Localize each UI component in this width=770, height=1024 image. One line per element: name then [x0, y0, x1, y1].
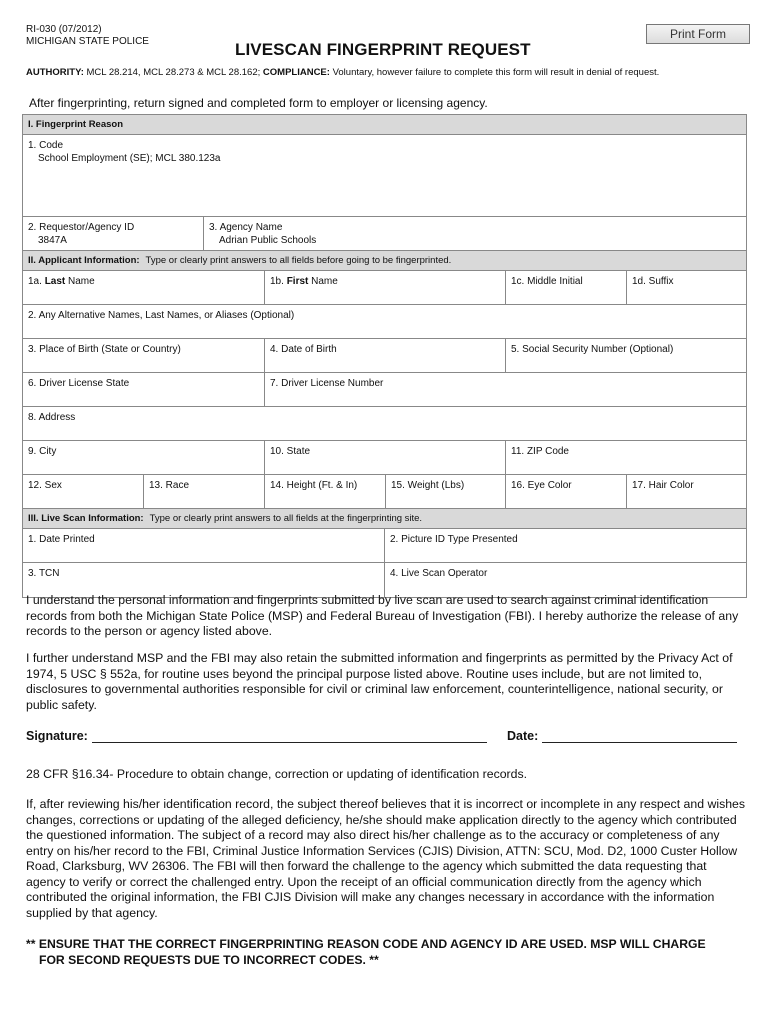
last-name-bold: Last	[44, 276, 66, 287]
authority-line	[26, 67, 659, 78]
code-field[interactable]	[23, 135, 746, 216]
authority-label: AUTHORITY:	[26, 67, 84, 78]
city-field[interactable]: 9. City	[23, 441, 265, 474]
sex-field[interactable]: 12. Sex	[23, 475, 144, 508]
last-name-prefix: 1a.	[28, 276, 45, 287]
compliance-label: COMPLIANCE:	[262, 67, 330, 78]
authority-text: MCL 28.214, MCL 28.273 & MCL 28.162;	[86, 67, 261, 78]
section-3-title: III. Live Scan Information:	[28, 513, 144, 524]
city-row	[23, 441, 746, 475]
section-1-header	[23, 115, 746, 135]
weight-field[interactable]: 15. Weight (Lbs)	[386, 475, 506, 508]
last-name-field[interactable]	[23, 271, 265, 304]
section-2-title: II. Applicant Information:	[28, 255, 140, 266]
alt-names-field[interactable]: 2. Any Alternative Names, Last Names, or Aliases (Optional)	[28, 310, 295, 321]
cfr-heading: 28 CFR §16.34- Procedure to obtain change, correction or updating of identification records.	[26, 767, 528, 781]
eye-color-field[interactable]: 16. Eye Color	[506, 475, 627, 508]
warning-line-2: FOR SECOND REQUESTS DUE TO INCORRECT CODES. **	[39, 953, 379, 967]
requestor-id-label: 2. Requestor/Agency ID	[28, 222, 135, 233]
address-field[interactable]: 8. Address	[28, 412, 76, 423]
section-1-title: I. Fingerprint Reason	[28, 119, 124, 130]
dl-number-field[interactable]: 7. Driver License Number	[270, 378, 384, 389]
first-name-suffix: Name	[308, 276, 338, 287]
livescan-row-2	[23, 563, 746, 597]
requestor-id-field[interactable]	[23, 217, 204, 250]
ssn-field[interactable]: 5. Social Security Number (Optional)	[511, 344, 674, 355]
compliance-text: Voluntary, however failure to complete this form will result in denial of request.	[332, 67, 660, 78]
agency-name-field[interactable]	[204, 217, 746, 250]
code-row	[23, 135, 746, 217]
physical-row	[23, 475, 746, 509]
license-row	[23, 373, 746, 407]
agency-name-label: 3. Agency Name	[209, 222, 283, 233]
print-form-button[interactable]: Print Form	[646, 24, 750, 44]
section-2-header	[23, 251, 746, 271]
code-value: School Employment (SE); MCL 380.123a	[38, 153, 221, 164]
requestor-id-value: 3847A	[38, 235, 67, 246]
operator-field[interactable]: 4. Live Scan Operator	[390, 568, 488, 579]
record-challenge-paragraph: If, after reviewing his/her identification record, the subject thereof believes that it is incorrect or incomplete in any respect and wishes changes, corrections or updating of the alleged deficiency, he/she should make application directly to the agency which contributed the questioned information. The subject of a record may also direct his/her challenge as to the accuracy or completeness of any entry on his/her record to the FBI, Criminal Justice Information Services (CJIS) Division, ATTN: SCU, Mod. D2, 1000 Custer Hollow Road, Clarksburg, WV 26306. The FBI will then forward the challenge to the agency which submitted the data requesting that agency to verify or correct the challenged entry. Upon the receipt of an official communication directly from the agency which contributed the original information, the FBI CJIS Division will make any changes necessary in accordance with the information supplied by that agency.	[26, 797, 746, 920]
agency-row	[23, 217, 746, 251]
instruction-text: After fingerprinting, return signed and completed form to employer or licensing agency.	[29, 96, 488, 110]
first-name-field[interactable]	[265, 271, 506, 304]
agency-name-header: MICHIGAN STATE POLICE	[26, 36, 149, 47]
race-field[interactable]: 13. Race	[144, 475, 265, 508]
date-printed-field[interactable]: 1. Date Printed	[23, 529, 385, 562]
page-title: LIVESCAN FINGERPRINT REQUEST	[235, 40, 531, 59]
section-3-subtitle: Type or clearly print answers to all fields at the fingerprinting site.	[149, 513, 423, 524]
section-2-subtitle: Type or clearly print answers to all fields before going to be fingerprinted.	[145, 255, 452, 266]
consent-paragraph-1: I understand the personal information and fingerprints submitted by live scan are used to search against criminal identification records from both the Michigan State Police (MSP) and Federal Bureau of Investigation (FBI). I hereby authorize the release of any records to the person or agency listed above.	[26, 593, 739, 638]
middle-initial-field[interactable]: 1c. Middle Initial	[506, 271, 627, 304]
signature-line[interactable]	[92, 742, 487, 743]
picture-id-field[interactable]: 2. Picture ID Type Presented	[390, 534, 518, 545]
form-id-block	[26, 24, 149, 48]
code-label: 1. Code	[28, 140, 64, 151]
date-label: Date:	[507, 729, 539, 743]
signature-label: Signature:	[26, 729, 88, 743]
tcn-field[interactable]: 3. TCN	[23, 563, 385, 597]
section-3-header	[23, 509, 746, 529]
place-of-birth-field[interactable]: 3. Place of Birth (State or Country)	[23, 339, 265, 372]
alt-names-row	[23, 305, 746, 339]
dob-field[interactable]: 4. Date of Birth	[265, 339, 506, 372]
first-name-bold: First	[286, 276, 309, 287]
warning-line-1: ** ENSURE THAT THE CORRECT FINGERPRINTING REASON CODE AND AGENCY ID ARE USED. MSP WILL CHARGE	[26, 937, 706, 951]
agency-name-value: Adrian Public Schools	[219, 235, 317, 246]
birth-row	[23, 339, 746, 373]
fingerprint-form	[22, 114, 747, 598]
first-name-prefix: 1b.	[270, 276, 287, 287]
suffix-field[interactable]: 1d. Suffix	[632, 276, 674, 287]
form-number: RI-030 (07/2012)	[26, 24, 102, 35]
last-name-suffix: Name	[65, 276, 95, 287]
hair-color-field[interactable]: 17. Hair Color	[632, 480, 694, 491]
state-field[interactable]: 10. State	[265, 441, 506, 474]
zip-field[interactable]: 11. ZIP Code	[511, 446, 569, 457]
livescan-row-1	[23, 529, 746, 563]
name-row	[23, 271, 746, 305]
height-field[interactable]: 14. Height (Ft. & In)	[265, 475, 386, 508]
dl-state-field[interactable]: 6. Driver License State	[23, 373, 265, 406]
date-line[interactable]	[542, 742, 737, 743]
address-row	[23, 407, 746, 441]
consent-paragraph-2: I further understand MSP and the FBI may also retain the submitted information and fingerprints as permitted by the Privacy Act of 1974, 5 USC § 552a, for routine uses beyond the principal purpose listed above. Routine uses include, but are not limited to, disclosures to governmental authorities responsible for civil or criminal law enforcement, counterintelligence, national security, or public safety.	[26, 651, 733, 712]
